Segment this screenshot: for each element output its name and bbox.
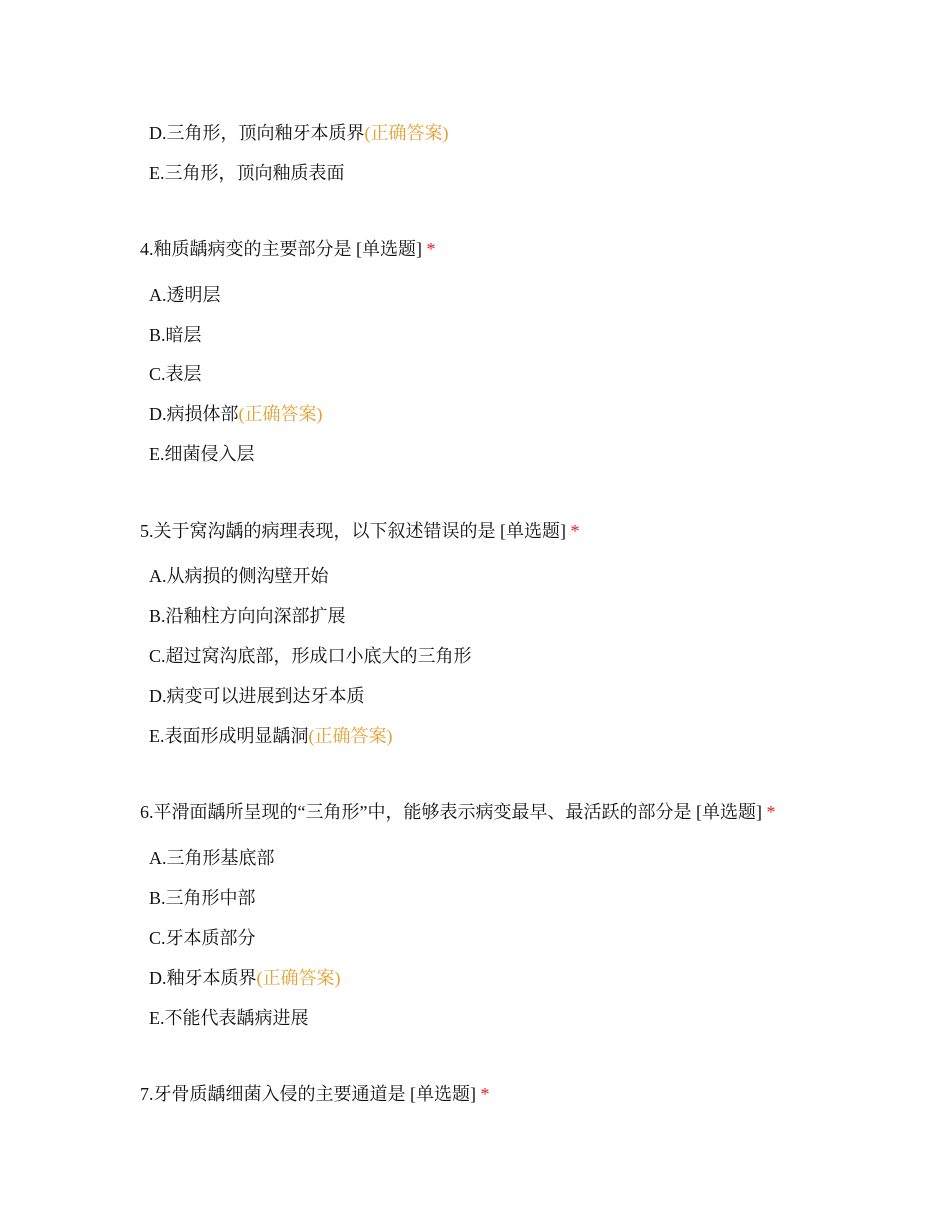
option-b — [149, 887, 256, 909]
question-4-title — [140, 238, 436, 260]
required-asterisk: * — [766, 802, 776, 822]
option-text: D.釉牙本质界 — [149, 968, 257, 988]
option-e — [149, 725, 393, 747]
option-b — [149, 605, 346, 627]
question-text: 6.平滑面龋所呈现的“三角形”中，能够表示病变最早、最活跃的部分是 [单选题] — [140, 802, 762, 822]
option-text: A.透明层 — [149, 285, 221, 305]
correct-answer-label: (正确答案) — [256, 968, 341, 988]
question-text: 5.关于窝沟龋的病理表现，以下叙述错误的是 [单选题] — [140, 521, 566, 541]
option-text: E.不能代表龋病进展 — [149, 1008, 309, 1028]
option-d — [149, 967, 341, 989]
option-text: D.病损体部 — [149, 404, 239, 424]
option-d — [149, 122, 449, 144]
question-6-title — [140, 801, 775, 823]
question-7-title — [140, 1083, 490, 1105]
correct-answer-label: (正确答案) — [238, 404, 323, 424]
option-d — [149, 403, 323, 425]
option-text: B.三角形中部 — [149, 888, 256, 908]
option-a — [149, 284, 221, 306]
question-text: 4.釉质龋病变的主要部分是 [单选题] — [140, 239, 422, 259]
required-asterisk: * — [480, 1084, 490, 1104]
option-text: C.牙本质部分 — [149, 928, 256, 948]
correct-answer-label: (正确答案) — [308, 726, 393, 746]
option-e — [149, 1007, 309, 1029]
option-text: A.从病损的侧沟壁开始 — [149, 566, 329, 586]
option-e — [149, 443, 255, 465]
option-a — [149, 847, 275, 869]
option-text: E.细菌侵入层 — [149, 444, 255, 464]
option-text: D.病变可以进展到达牙本质 — [149, 686, 365, 706]
question-text: 7.牙骨质龋细菌入侵的主要通道是 [单选题] — [140, 1084, 476, 1104]
option-e — [149, 162, 345, 184]
option-text: A.三角形基底部 — [149, 848, 275, 868]
option-text: E.表面形成明显龋洞 — [149, 726, 309, 746]
option-d — [149, 685, 365, 707]
option-a — [149, 565, 329, 587]
option-text: D.三角形，顶向釉牙本质界 — [149, 123, 365, 143]
option-c — [149, 363, 202, 385]
option-text: C.表层 — [149, 364, 202, 384]
required-asterisk: * — [426, 239, 436, 259]
option-text: C.超过窝沟底部，形成口小底大的三角形 — [149, 646, 472, 666]
option-text: E.三角形，顶向釉质表面 — [149, 163, 345, 183]
option-text: B.沿釉柱方向向深部扩展 — [149, 606, 346, 626]
required-asterisk: * — [570, 521, 580, 541]
option-text: B.暗层 — [149, 325, 202, 345]
option-c — [149, 927, 256, 949]
option-b — [149, 324, 202, 346]
question-5-title — [140, 520, 580, 542]
option-c — [149, 645, 472, 667]
correct-answer-label: (正确答案) — [364, 123, 449, 143]
